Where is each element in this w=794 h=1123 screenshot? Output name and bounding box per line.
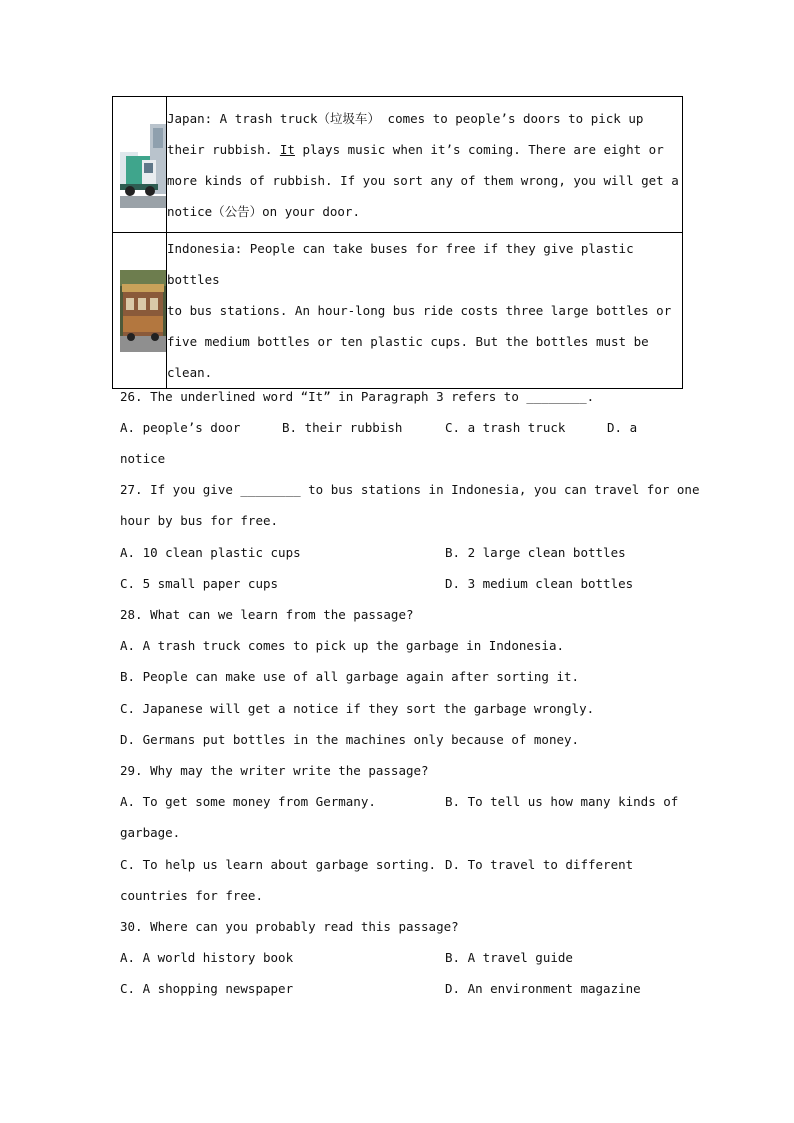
question-26-stem: 26. The underlined word “It” in Paragraph 3 refers to ________.: [120, 389, 595, 404]
q28-option-d: D. Germans put bottles in the machines only because of money.: [120, 732, 580, 747]
indonesia-line-2: to bus stations. An hour-long bus ride costs three large bottles or: [167, 303, 672, 318]
indonesia-line-3: five medium bottles or ten plastic cups. But the bottles must be clean.: [167, 334, 649, 380]
q29-option-d-cont: countries for free.: [120, 888, 263, 903]
q26-option-d: D. a: [607, 420, 638, 435]
q27-option-b: B. 2 large clean bottles: [445, 545, 626, 560]
japan-image-cell: [113, 97, 167, 233]
q29-option-d: D. To travel to different: [445, 857, 634, 872]
q30-option-d: D. An environment magazine: [445, 981, 641, 996]
q26-option-a: A. people’s door: [120, 420, 241, 435]
q29-option-a: A. To get some money from Germany.: [120, 794, 376, 809]
indonesia-line-1: Indonesia: People can take buses for free if they give plastic bottles: [167, 241, 634, 287]
indonesia-image-cell: [113, 233, 167, 389]
q26-option-c: C. a trash truck: [445, 420, 566, 435]
question-27-stem: 27. If you give ________ to bus stations in Indonesia, you can travel for one: [120, 482, 700, 497]
q28-option-a: A. A trash truck comes to pick up the garbage in Indonesia.: [120, 638, 565, 653]
q26-option-b: B. their rubbish: [282, 420, 403, 435]
bus-photo-icon: [120, 270, 166, 352]
japan-line-1: Japan: A trash truck（垃圾车） comes to people’s doors to pick up: [167, 110, 644, 126]
indonesia-text-cell: [167, 233, 683, 389]
q28-option-c: C. Japanese will get a notice if they sort the garbage wrongly.: [120, 701, 595, 716]
q29-option-b: B. To tell us how many kinds of: [445, 794, 679, 809]
question-27-stem-cont: hour by bus for free.: [120, 513, 279, 528]
japan-line-4: notice（公告）on your door.: [167, 203, 360, 219]
question-28-stem: 28. What can we learn from the passage?: [120, 607, 414, 622]
q27-option-d: D. 3 medium clean bottles: [445, 576, 634, 591]
question-30-stem: 30. Where can you probably read this passage?: [120, 919, 459, 934]
table-row-japan: [113, 97, 683, 233]
q28-option-b: B. People can make use of all garbage again after sorting it.: [120, 669, 580, 684]
q26-option-d-cont: notice: [120, 451, 166, 466]
underlined-word-it: It: [279, 141, 295, 157]
q30-option-a: A. A world history book: [120, 950, 294, 965]
q29-option-c: C. To help us learn about garbage sorting.: [120, 857, 437, 872]
q30-option-b: B. A travel guide: [445, 950, 573, 965]
q30-option-c: C. A shopping newspaper: [120, 981, 294, 996]
country-table: [112, 96, 683, 389]
q29-option-b-cont: garbage.: [120, 825, 181, 840]
japan-line-2-start: their rubbish.: [167, 141, 273, 157]
table-row-indonesia: [113, 233, 683, 389]
question-29-stem: 29. Why may the writer write the passage?: [120, 763, 429, 778]
japan-line-2: [167, 134, 682, 165]
japan-line-3: more kinds of rubbish. If you sort any of them wrong, you will get a: [167, 172, 679, 188]
japan-line-2-end: plays music when it’s coming. There are eight or: [302, 141, 664, 157]
q27-option-a: A. 10 clean plastic cups: [120, 545, 301, 560]
q27-option-c: C. 5 small paper cups: [120, 576, 279, 591]
japan-text-cell: [167, 97, 683, 233]
trash-truck-photo-icon: [120, 122, 166, 208]
